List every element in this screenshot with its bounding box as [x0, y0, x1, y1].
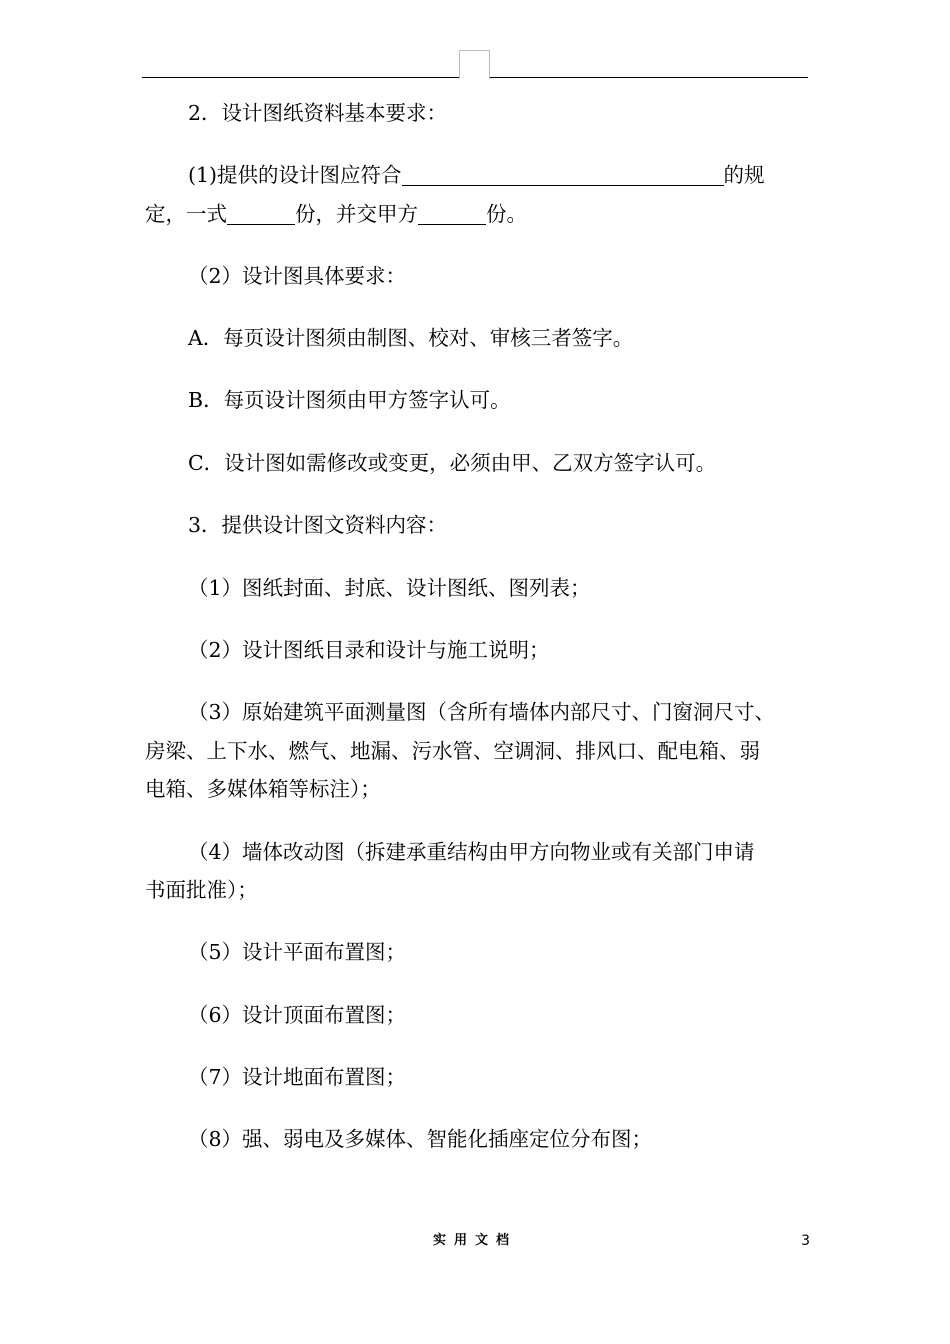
- content-item-5: （5）设计平面布置图；: [188, 940, 407, 964]
- item1-suffix: 的规: [723, 163, 765, 187]
- copies-blank: [227, 204, 295, 225]
- item1-line2: [145, 202, 825, 226]
- page-number: 3: [801, 1233, 810, 1249]
- item1-line1: [188, 163, 828, 187]
- content-item-4-line2: 书面批准）；: [145, 878, 258, 902]
- item1-cont-c: 份。: [486, 202, 527, 226]
- requirement-a: A．每页设计图须由制图、校对、审核三者签字。: [188, 326, 634, 350]
- requirement-c: C．设计图如需修改或变更，必须由甲、乙双方签字认可。: [188, 451, 717, 475]
- section3-heading: 3．提供设计图文资料内容：: [188, 513, 448, 537]
- content-item-2: （2）设计图纸目录和设计与施工说明；: [188, 638, 550, 662]
- content-item-8: （8）强、弱电及多媒体、智能化插座定位分布图；: [188, 1127, 653, 1151]
- content-item-4-line1: （4）墙体改动图（拆建承重结构由甲方向物业或有关部门申请: [188, 840, 755, 864]
- content-item-3-line3: 电箱、多媒体箱等标注）；: [145, 777, 381, 801]
- section2-heading: 2．设计图纸资料基本要求：: [188, 101, 448, 125]
- content-item-1: （1）图纸封面、封底、设计图纸、图列表；: [188, 576, 591, 600]
- footer-title: 实用文档: [432, 1233, 517, 1248]
- content-item-7: （7）设计地面布置图；: [188, 1065, 407, 1089]
- item1-prefix: (1)提供的设计图应符合: [188, 163, 402, 187]
- standard-blank: [402, 165, 724, 186]
- item1-cont-b: 份，并交甲方: [295, 202, 418, 226]
- content-item-3-line1: （3）原始建筑平面测量图（含所有墙体内部尺寸、门窗洞尺寸、: [188, 700, 776, 724]
- item1-cont-a: 定，一式: [145, 202, 227, 226]
- content-item-6: （6）设计顶面布置图；: [188, 1003, 407, 1027]
- header-box: [459, 50, 490, 79]
- item2-heading: （2）设计图具体要求：: [188, 264, 407, 288]
- requirement-b: B．每页设计图须由甲方签字认可。: [188, 388, 511, 412]
- party-a-copies-blank: [418, 204, 486, 225]
- content-item-3-line2: 房梁、上下水、燃气、地漏、污水管、空调洞、排风口、配电箱、弱: [145, 739, 760, 763]
